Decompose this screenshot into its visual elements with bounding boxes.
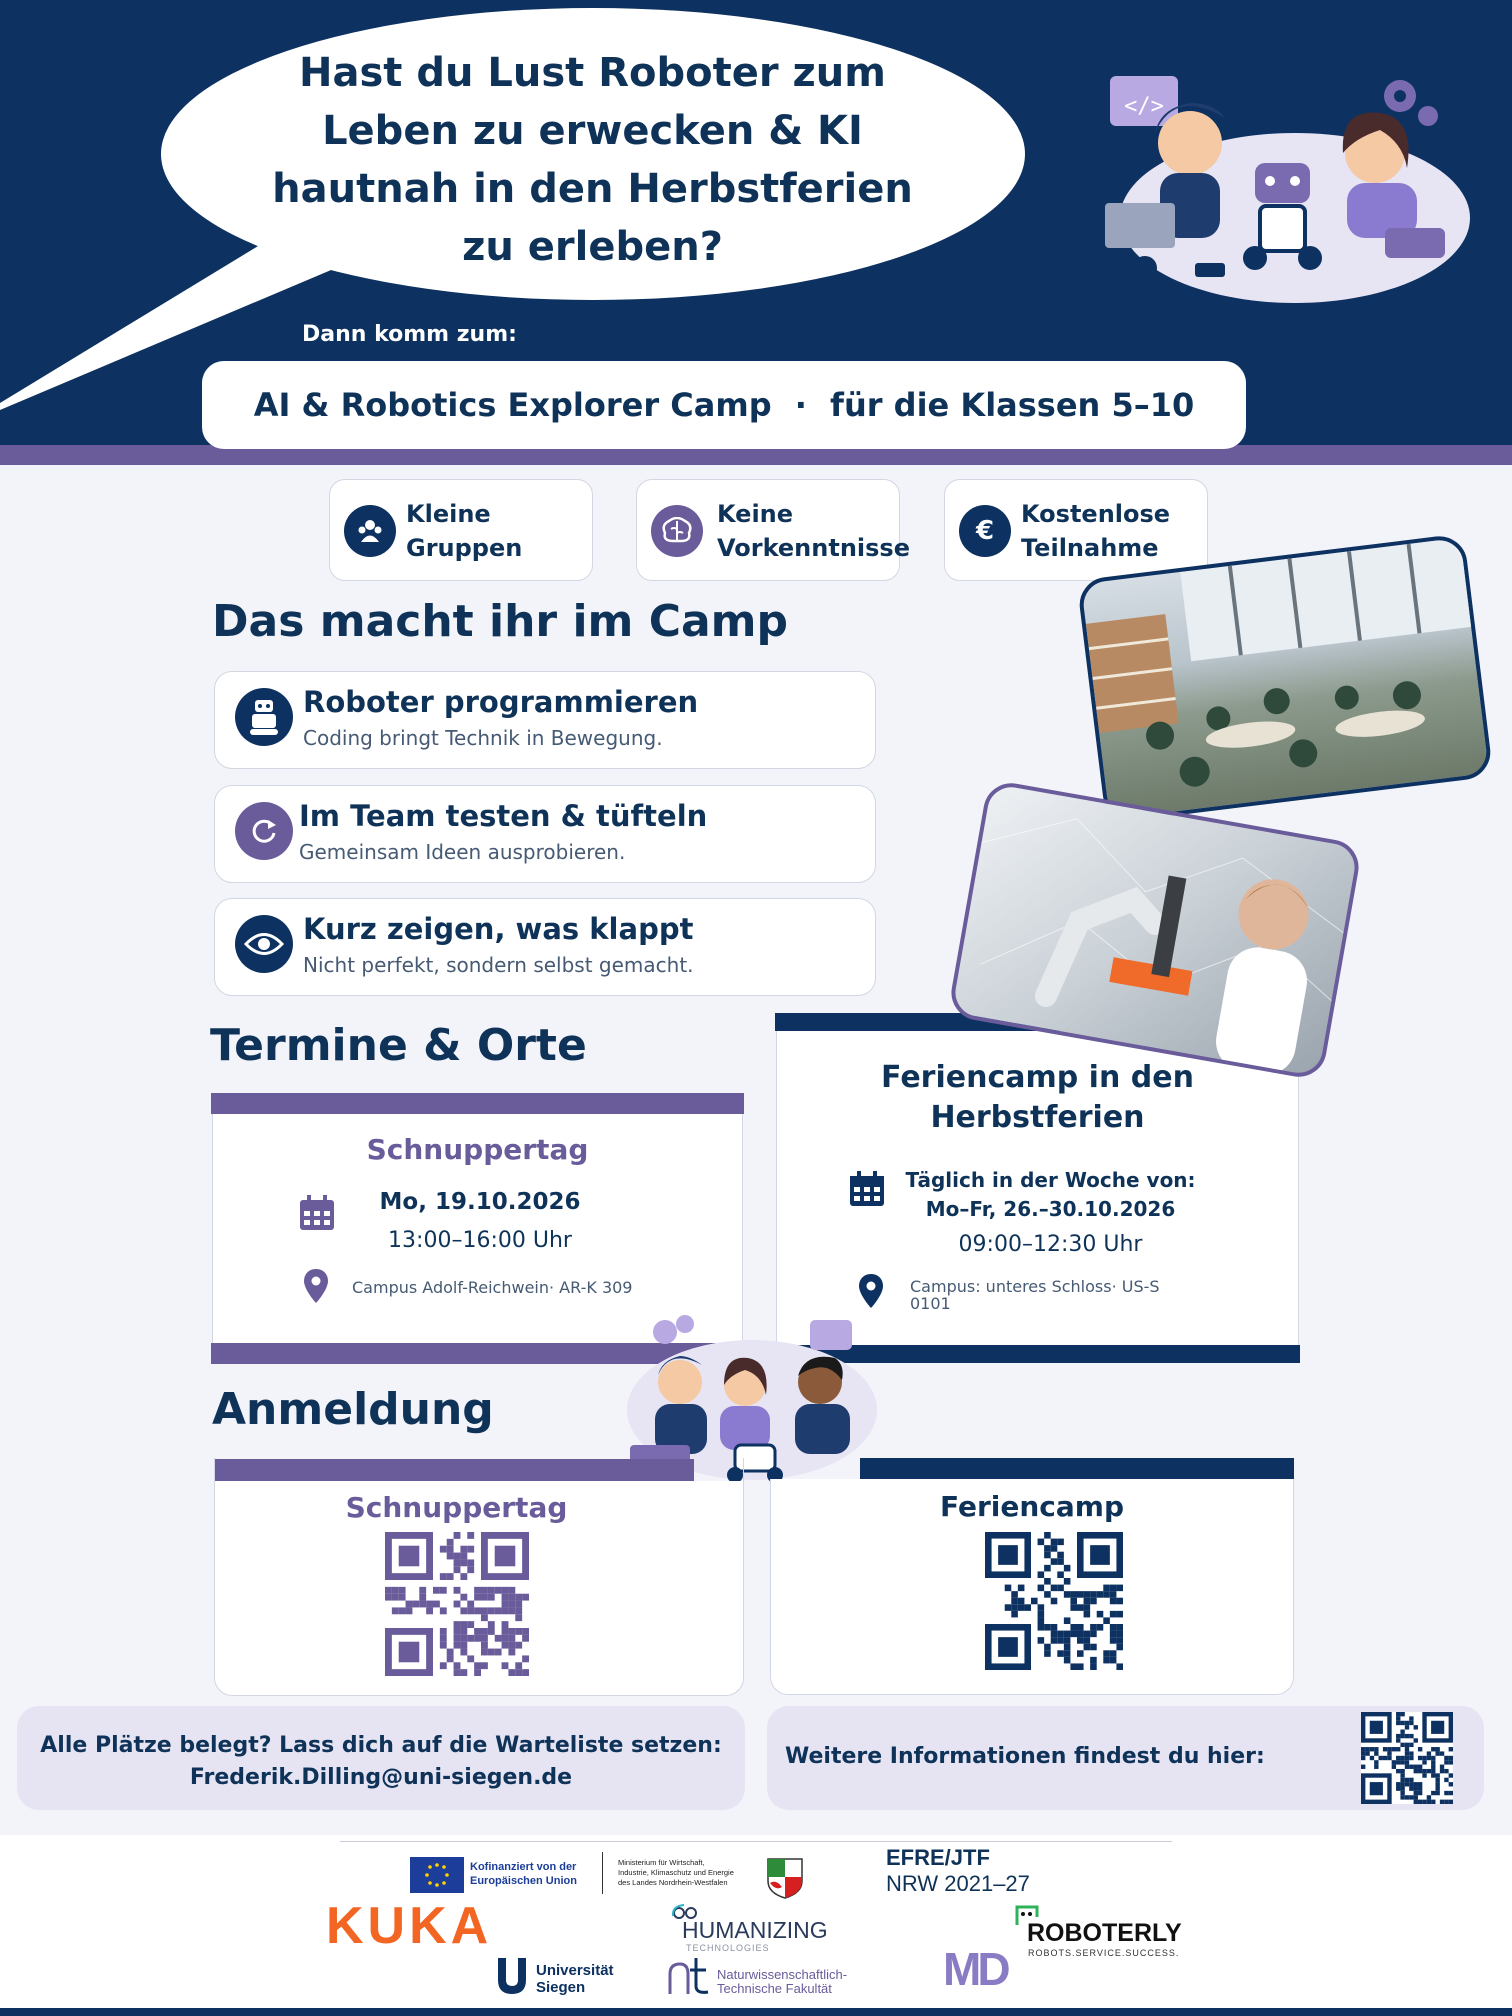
camp-qr-code[interactable]	[985, 1532, 1123, 1670]
feature-label-line: Teilnahme	[1021, 534, 1159, 562]
camp-location-line: 0101	[910, 1294, 951, 1313]
trial-time: 13:00–16:00 Uhr	[388, 1228, 572, 1253]
feature-label-line: Gruppen	[406, 534, 523, 562]
waitlist-box	[17, 1706, 745, 1810]
camp-card-title	[776, 1058, 1299, 1138]
registration-heading: Anmeldung	[212, 1384, 494, 1435]
activity-title: Roboter programmieren	[303, 685, 699, 719]
feature-small-groups	[329, 479, 593, 581]
eu-line: Europäischen Union	[470, 1875, 577, 1887]
efre-logo	[886, 1845, 1030, 1897]
camp-location	[910, 1278, 1160, 1312]
efre-line: NRW 2021–27	[886, 1871, 1030, 1896]
brain-icon	[651, 505, 703, 557]
faculty-line: Technische Fakultät	[717, 1981, 832, 1996]
headline-line: Leben zu erwecken & KI	[322, 108, 863, 154]
activity-subtitle: Gemeinsam Ideen ausprobieren.	[299, 840, 626, 864]
camp-card-title-line: Feriencamp in den	[881, 1060, 1194, 1095]
activities-heading: Das macht ihr im Camp	[212, 596, 789, 647]
efre-line: EFRE/JTF	[886, 1845, 990, 1870]
camp-qr-top-bar	[860, 1458, 1294, 1479]
camp-name: AI & Robotics Explorer Camp	[253, 386, 772, 424]
waitlist-email[interactable]: Frederik.Dilling@uni-siegen.de	[189, 1765, 573, 1790]
feature-label-line: Keine	[717, 500, 794, 528]
ministry-line: Industrie, Klimaschutz und Energie	[618, 1868, 734, 1877]
feature-free-participation	[944, 479, 1208, 581]
headline-line: zu erleben?	[462, 224, 723, 270]
euro-icon: €	[959, 505, 1011, 557]
activity-card	[214, 898, 876, 996]
faculty-logo	[717, 1968, 847, 1996]
more-info-box	[767, 1706, 1484, 1810]
robot-icon	[235, 688, 293, 746]
uni-siegen-icon	[494, 1956, 530, 2000]
md-logo: MD	[943, 1943, 1007, 1995]
uni-siegen-logo	[536, 1962, 614, 1996]
svg-text:</>: </>	[1124, 94, 1164, 119]
eu-line: Kofinanziert von der	[470, 1861, 577, 1873]
kicker-text: Dann komm zum:	[302, 322, 517, 347]
humanizing-sub: TECHNOLOGIES	[686, 1943, 770, 1953]
trial-qr-code[interactable]	[385, 1532, 529, 1676]
waitlist-text: Alle Plätze belegt? Lass dich auf die Warteliste setzen:	[40, 1733, 722, 1758]
activity-subtitle: Nicht perfekt, sondern selbst gemacht.	[303, 953, 694, 977]
trial-date: Mo, 19.10.2026	[379, 1189, 581, 1215]
activity-title: Kurz zeigen, was klappt	[303, 912, 694, 946]
camp-grades: für die Klassen 5–10	[830, 386, 1195, 424]
trial-location: Campus Adolf-Reichwein· AR-K 309	[352, 1278, 633, 1297]
kids-robot-illustration	[1085, 58, 1475, 308]
more-info-text: Weitere Informationen findest du hier:	[785, 1744, 1265, 1769]
feature-label	[717, 497, 910, 565]
headline-line: hautnah in den Herbstferien	[272, 166, 913, 212]
footer-divider	[340, 1841, 1172, 1842]
activity-card	[214, 671, 876, 769]
feature-label-line: Kleine	[406, 500, 491, 528]
feature-no-prior-knowledge	[636, 479, 910, 581]
camp-time: 09:00–12:30 Uhr	[958, 1232, 1143, 1257]
calendar-icon	[848, 1170, 886, 1212]
nrw-crest-icon	[766, 1857, 804, 1903]
ministry-text	[618, 1858, 734, 1888]
camp-date-intro: Täglich in der Woche von:	[905, 1168, 1196, 1192]
calendar-icon	[298, 1194, 336, 1236]
uni-line: Siegen	[536, 1979, 586, 1996]
eye-icon	[235, 915, 293, 973]
classroom-photo	[1077, 533, 1494, 824]
ministry-line: des Landes Nordrhein-Westfalen	[618, 1878, 728, 1887]
camp-qr-title: Feriencamp	[939, 1490, 1125, 1523]
camp-date-block	[888, 1166, 1213, 1224]
camp-card-title-line: Herbstferien	[930, 1100, 1145, 1135]
feature-label	[1021, 497, 1170, 565]
headline	[170, 44, 1015, 276]
sponsor-separator	[602, 1852, 603, 1894]
roboterly-sub: ROBOTS.SERVICE.SUCCESS.	[1028, 1948, 1180, 1958]
footer-bottom-bar	[0, 2008, 1512, 2016]
trial-card-title: Schnuppertag	[366, 1133, 589, 1166]
camp-separator: ·	[794, 386, 807, 424]
eu-flag-icon	[410, 1857, 464, 1893]
trial-qr-title: Schnuppertag	[345, 1491, 568, 1524]
refresh-icon	[235, 802, 293, 860]
activity-title: Im Team testen & tüfteln	[299, 799, 708, 833]
location-pin-icon	[858, 1273, 884, 1313]
camp-location-line: Campus: unteres Schloss· US-S	[910, 1277, 1160, 1296]
feature-label	[406, 497, 522, 565]
activity-card	[214, 785, 876, 883]
feature-label-line: Kostenlose	[1021, 500, 1171, 528]
faculty-icon	[666, 1956, 712, 2000]
camp-date: Mo–Fr, 26.–30.10.2026	[925, 1197, 1176, 1221]
kuka-logo: KUKA	[326, 1897, 493, 1955]
humanizing-logo: HUMANIZING	[682, 1917, 828, 1943]
camp-title-banner	[202, 361, 1246, 449]
roboterly-logo: ROBOTERLY	[1027, 1919, 1182, 1947]
eu-cofunding-text	[470, 1860, 577, 1888]
feature-label-line: Vorkenntnisse	[717, 534, 910, 562]
group-icon	[344, 505, 396, 557]
more-info-qr-code[interactable]	[1361, 1712, 1453, 1804]
uni-line: Universität	[536, 1962, 614, 1979]
headline-line: Hast du Lust Roboter zum	[299, 50, 886, 96]
activity-subtitle: Coding bringt Technik in Bewegung.	[303, 726, 663, 750]
location-pin-icon	[303, 1268, 329, 1308]
faculty-line: Naturwissenschaftlich-	[717, 1967, 848, 1982]
ministry-line: Ministerium für Wirtschaft,	[618, 1858, 705, 1867]
trial-card-top-bar	[211, 1093, 744, 1114]
dates-heading: Termine & Orte	[210, 1020, 587, 1071]
